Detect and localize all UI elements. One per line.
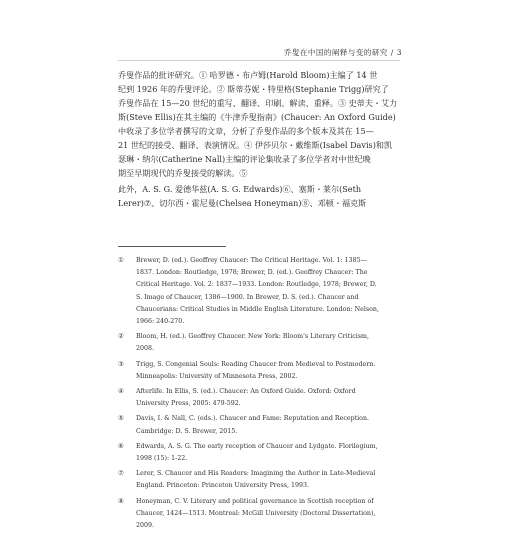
main-text <box>118 68 402 210</box>
footnote <box>118 413 408 437</box>
footnote-line: Critical Heritage. Vol. 2: 1837—1933. London: Routledge, 1978; Brewer, D. <box>136 281 377 289</box>
running-head: 乔叟在中国的阐释与变的研究 / 3 <box>283 48 402 57</box>
footnote <box>118 255 408 328</box>
footnote-number: ⑤ <box>118 415 124 423</box>
footnote <box>118 359 408 383</box>
text-line: 瑟琳・纳尔(Catherine Nall)主编的评论集收录了多位学者对中世纪晚 <box>118 154 371 164</box>
footnote-rule <box>118 246 226 247</box>
footnote-line: Afterlife. In Ellis, S. (ed.). Chaucer: An Oxford Guide. Oxford: Oxford <box>136 388 356 396</box>
footnote-number: ⑦ <box>118 470 124 478</box>
footnote-text <box>136 441 408 465</box>
footnote-text <box>136 468 408 492</box>
footnote-line: Minneapolis: University of Minnesota Press, 2002. <box>136 372 298 380</box>
footnote-line: Bloom, H. (ed.). Geoffrey Chaucer. New York: Bloom's Literary Criticism, <box>136 333 369 341</box>
footnote-line: S. Image of Chaucer, 1386—1900. In Brewer, D. S. (ed.). Chaucer and <box>136 293 359 301</box>
footnote-line: Brewer, D. (ed.). Geoffrey Chaucer: The Critical Heritage. Vol. 1: 1385— <box>136 257 367 264</box>
footnote-line: 1837. London: Routledge, 1978; Brewer, D. (ed.). Geoffrey Chaucer: The <box>136 269 368 277</box>
footnote-line: Edwards, A. S. G. The early reception of Chaucer and Lydgate. Florilegium, <box>136 442 378 450</box>
footnote-line: 1998 (15): 1-22. <box>136 455 188 463</box>
footnote-line: Honeyman, C. V. Literary and political governance in Scottish reception of <box>136 497 374 505</box>
header-rule <box>118 60 400 61</box>
footnote-line: University Press, 2005: 479-592. <box>136 400 241 408</box>
footnote-line: 2009. <box>136 522 155 530</box>
footnote <box>118 386 408 410</box>
text-line: 纪到 1926 年的乔叟评论。② 斯蒂芬妮・特里格(Stephanie Trigg)研究了 <box>118 84 389 94</box>
footnote-line: Chaucerians: Critical Studies in Middle English Literature. London: Nelson, <box>136 305 379 313</box>
footnote <box>118 331 408 355</box>
text-line: 21 世纪的接受、翻译、表演情况。④ 伊莎贝尔・戴维斯(Isabel Davis)和凯 <box>118 140 393 150</box>
footnote-text <box>136 413 408 437</box>
footnote-text <box>136 359 408 383</box>
footnote-number: ⑥ <box>118 442 124 450</box>
footnote-text <box>136 496 408 533</box>
paragraph-1 <box>118 68 402 180</box>
text-line: 此外，A. S. G. 爱德华兹(A. S. G. Edwards)⑥、塞斯・莱尔(Seth <box>118 184 362 194</box>
text-line: 期至早期现代的乔叟接受的解读。⑤ <box>118 168 248 178</box>
footnote <box>118 468 408 492</box>
footnotes <box>118 255 408 535</box>
footnote-number: ① <box>118 257 124 264</box>
footnote-number: ⑧ <box>118 497 124 505</box>
footnote-text <box>136 386 408 410</box>
paragraph-2 <box>118 182 402 210</box>
footnote <box>118 496 408 533</box>
footnote-text <box>136 331 408 355</box>
footnote-number: ④ <box>118 388 124 396</box>
footnote-line: Lerer, S. Chaucer and His Readers: Imagining the Author in Late-Medieval <box>136 470 376 478</box>
footnote-line: Davis, I. & Nall, C. (eds.). Chaucer and Fame: Reputation and Reception. <box>136 415 370 423</box>
footnote-line: 2008. <box>136 345 155 353</box>
footnote-line: Trigg, S. Congenial Souls: Reading Chaucer from Medieval to Postmodern. <box>136 360 376 368</box>
text-line: Lerer)⑦、切尔西・霍尼曼(Chelsea Honeyman)⑧、邓顿・福克斯 <box>118 198 367 208</box>
footnote <box>118 441 408 465</box>
footnote-line: 1966: 240-270. <box>136 318 185 326</box>
footnote-line: Cambridge: D. S. Brewer, 2015. <box>136 427 238 435</box>
text-line: 斯(Steve Ellis)在其主编的《牛津乔叟指南》(Chaucer: An Oxford Guide) <box>118 112 396 122</box>
footnote-line: Chaucer, 1424—1513. Montreal: McGill University (Doctoral Dissertation), <box>136 509 376 517</box>
text-line: 乔叟作品的批评研究。① 哈罗德・布卢姆(Harold Bloom)主编了 14 世 <box>118 70 378 80</box>
footnote-text <box>136 255 408 328</box>
footnote-line: England. Princeton: Princeton University Press, 1993. <box>136 482 310 490</box>
text-line: 中收录了多位学者撰写的文章，分析了乔叟作品的多个版本及其在 15— <box>118 126 374 136</box>
text-line: 乔叟作品在 15—20 世纪的重写、翻译、印刷、解读、重释。③ 史蒂夫・艾力 <box>118 98 398 108</box>
footnote-number: ③ <box>118 360 124 368</box>
footnote-number: ② <box>118 333 124 341</box>
